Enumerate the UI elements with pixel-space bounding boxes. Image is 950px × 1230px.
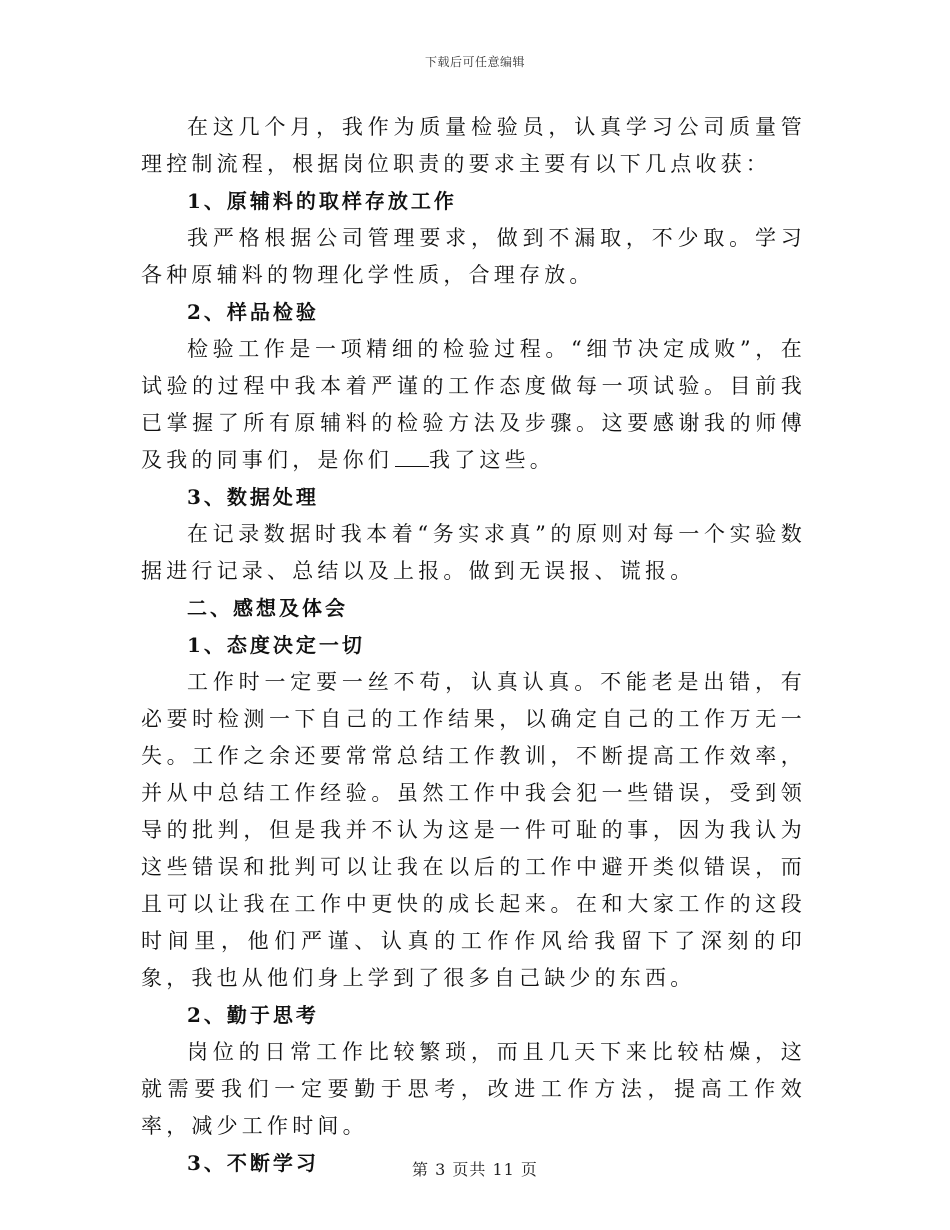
paragraph-sample-inspection — [141, 331, 806, 479]
paragraph-data-processing: 在记录数据时我本着“务实求真”的原则对每一个实验数据进行记录、总结以及上报。做到无误报、谎报。 — [141, 522, 806, 583]
header-note: 下载后可任意编辑 — [424, 55, 525, 69]
page-number: 第 3 页共 11 页 — [412, 1160, 538, 1179]
heading-attitude: 1、态度决定一切 — [187, 633, 365, 657]
paragraph-thinking: 岗位的日常工作比较繁琐，而且几天下来比较枯燥，这就需要我们一定要勤于思考，改进工作方法，提高工作效率，减少工作时间。 — [141, 1040, 806, 1138]
paragraph-sample-inspection-end: 我了这些。 — [429, 448, 555, 472]
heading-data-processing: 3、数据处理 — [187, 485, 319, 509]
document-body — [141, 109, 806, 1182]
heading-thinking: 2、勤于思考 — [187, 1003, 319, 1027]
paragraph-sampling-storage: 我严格根据公司管理要求，做到不漏取，不少取。学习各种原辅料的物理化学性质，合理存放。 — [141, 226, 806, 287]
heading-learning: 3、不断学习 — [187, 1151, 319, 1175]
heading-thoughts: 二、感想及体会 — [187, 596, 348, 620]
paragraph-intro: 在这几个月，我作为质量检验员，认真学习公司质量管理控制流程，根据岗位职责的要求主要有以下几点收获： — [141, 115, 806, 176]
paragraph-sample-inspection-text: 检验工作是一项精细的检验过程。“细节决定成败”，在试验的过程中我本着严谨的工作态度做每一项试验。目前我已掌握了所有原辅料的检验方法及步骤。这要感谢我的师傅及我的同事们，是你们 — [141, 337, 806, 472]
paragraph-attitude: 工作时一定要一丝不苟，认真认真。不能老是出错，有必要时检测一下自己的工作结果，以确定自己的工作万无一失。工作之余还要常常总结工作教训，不断提高工作效率，并从中总结工作经验。虽然工作中我会犯一些错误，受到领导的批判，但是我并不认为这是一件可耻的事，因为我认为这些错误和批判可以让我在以后的工作中避开类似错误，而且可以让我在工作中更快的成长起来。在和大家工作的这段时间里，他们严谨、认真的工作作风给我留下了深刻的印象，我也从他们身上学到了很多自己缺少的东西。 — [141, 670, 806, 990]
fill-in-blank — [395, 444, 429, 467]
heading-sample-inspection: 2、样品检验 — [187, 300, 319, 324]
heading-sampling-storage: 1、原辅料的取样存放工作 — [187, 189, 457, 213]
